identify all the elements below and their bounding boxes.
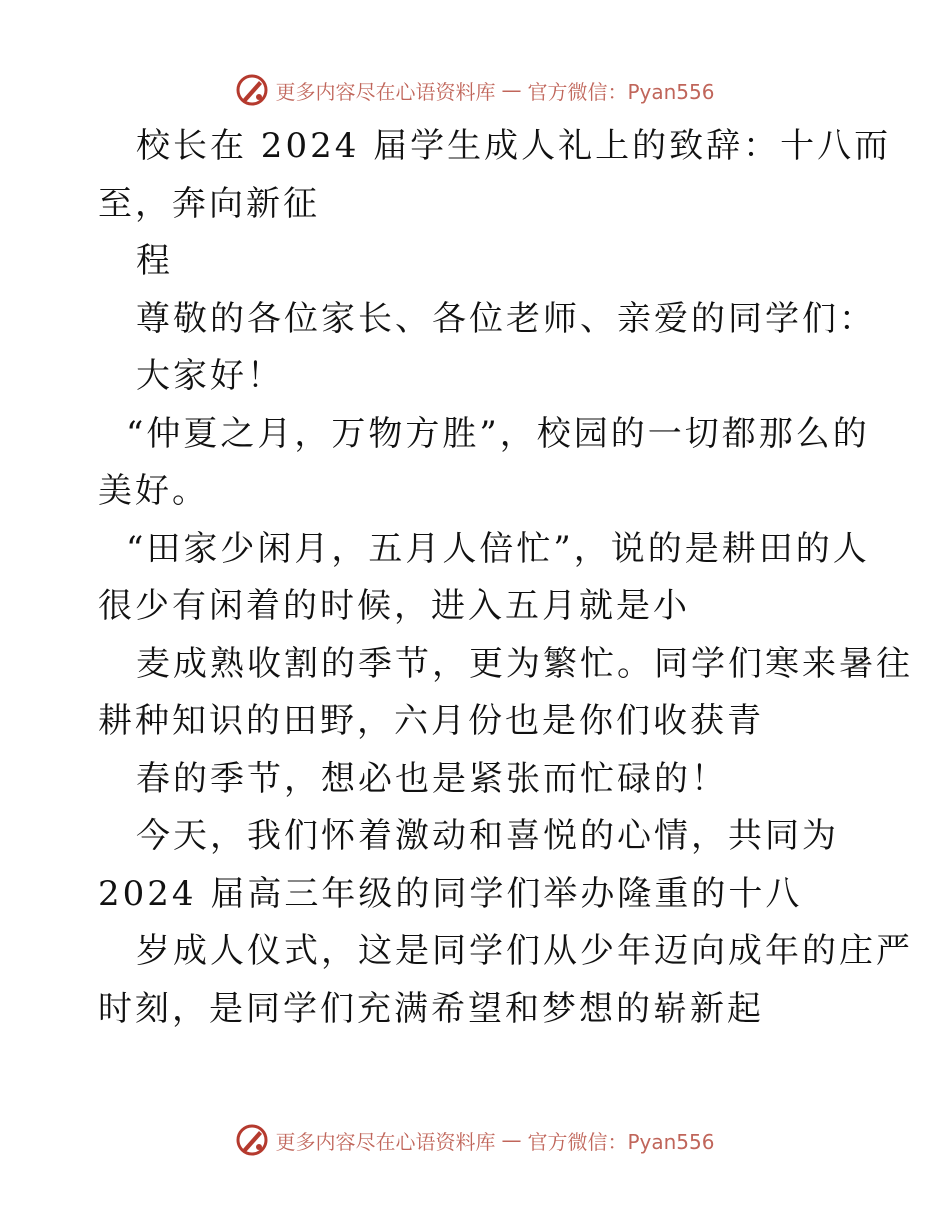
paragraph-line: 今天，我们怀着激动和喜悦的心情，共同为 xyxy=(136,816,839,856)
paragraph-line: 美好。 xyxy=(98,471,209,511)
header-banner xyxy=(0,70,950,110)
salutation: 尊敬的各位家长、各位老师、亲爱的同学们： xyxy=(136,298,876,339)
greeting: 大家好！ xyxy=(136,356,284,396)
paragraph-line: “田家少闲月，五月人倍忙”，说的是耕田的人 xyxy=(126,528,870,569)
banner-wechat: 官方微信：Pyan556 xyxy=(527,1129,715,1154)
title-line-3: 程 xyxy=(136,241,173,281)
paragraph-line: “仲夏之月，万物方胜”，校园的一切都那么的 xyxy=(126,413,870,454)
banner-separator: — xyxy=(501,78,522,102)
paragraph-line: 春的季节，想必也是紧张而忙碌的！ xyxy=(136,758,728,799)
footer-banner xyxy=(0,1120,950,1160)
banner-separator: — xyxy=(501,1128,522,1152)
banner-site-name: 更多内容尽在心语资料库 xyxy=(275,1129,496,1154)
quill-logo-icon xyxy=(235,73,269,107)
quill-logo-icon xyxy=(235,1123,269,1157)
paragraph-line: 2024 届高三年级的同学们举办隆重的十八 xyxy=(98,873,803,914)
title-line-1: 校长在 2024 届学生成人礼上的致辞：十八而 xyxy=(136,126,892,166)
paragraph-line: 时刻，是同学们充满希望和梦想的崭新起 xyxy=(98,988,764,1029)
paragraph-line: 很少有闲着的时候，进入五月就是小 xyxy=(98,586,690,626)
banner-wechat: 官方微信：Pyan556 xyxy=(527,79,715,104)
paragraph-line: 耕种知识的田野，六月份也是你们收获青 xyxy=(98,701,764,741)
banner-site-name: 更多内容尽在心语资料库 xyxy=(275,79,496,104)
document-body xyxy=(98,118,913,1038)
paragraph-line: 岁成人仪式，这是同学们从少年迈向成年的庄严 xyxy=(136,931,913,971)
title-line-2: 至，奔向新征 xyxy=(98,183,320,224)
paragraph-line: 麦成熟收割的季节，更为繁忙。同学们寒来暑往 xyxy=(136,643,913,684)
